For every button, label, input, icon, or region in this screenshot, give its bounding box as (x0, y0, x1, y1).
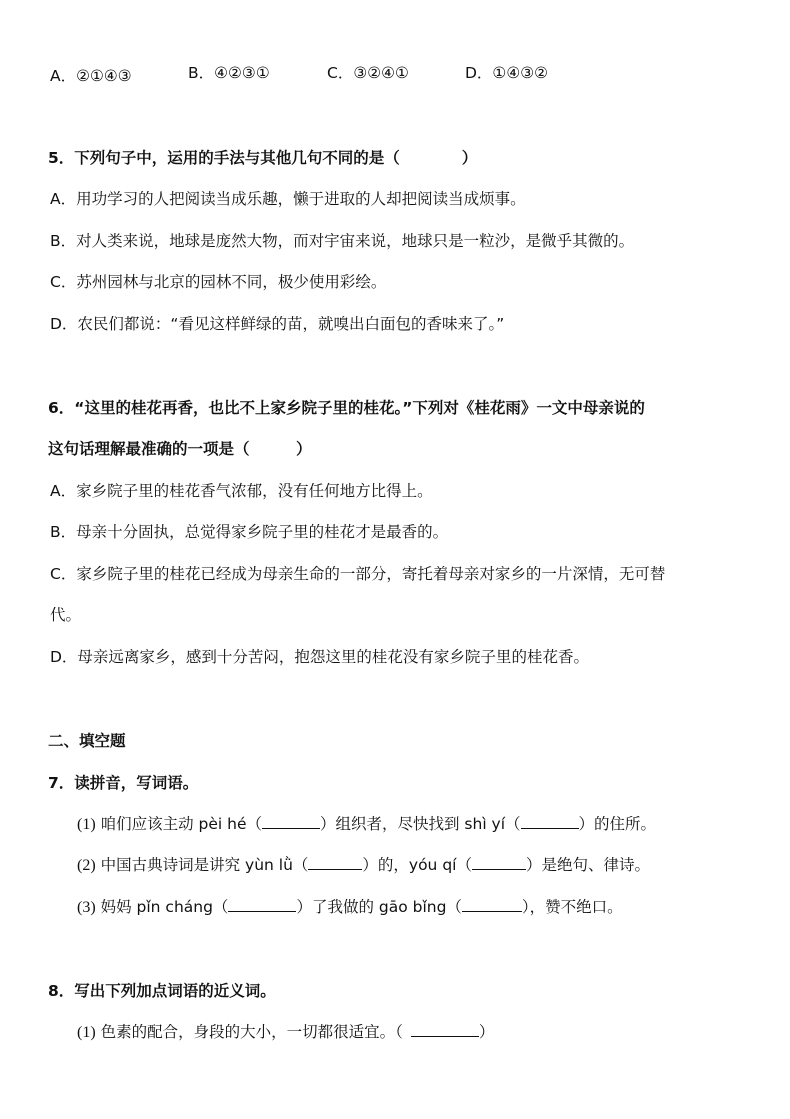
item-text: ），赞不绝口。 (521, 898, 623, 916)
q7-item-3 (77, 895, 623, 917)
q5-option-a: A．用功学习的人把阅读当成乐趣，懒于进取的人却把阅读当成烦事。 (50, 190, 526, 208)
answer-blank[interactable] (228, 897, 296, 912)
q4-option-c: C．③②④① (327, 64, 409, 82)
item-number: (2) (77, 857, 96, 874)
q7-item-1 (77, 812, 656, 834)
q4-option-a: A．②①④③ (50, 67, 132, 85)
answer-blank[interactable] (521, 814, 579, 829)
answer-blank[interactable] (308, 855, 362, 870)
section-title: 二、填空题 (48, 732, 126, 750)
item-text: 中国古典诗词是讲究 yùn lǜ（ (100, 856, 309, 874)
q5-option-b: B．对人类来说，地球是庞然大物，而对宇宙来说，地球只是一粒沙，是微乎其微的。 (50, 232, 635, 250)
item-text: ） (478, 1023, 495, 1041)
answer-blank[interactable] (462, 897, 522, 912)
q8-item-1 (77, 1020, 494, 1042)
q5-option-d: D．农民们都说：“看见这样鲜绿的苗，就嗅出白面包的香味来了。” (50, 315, 505, 333)
q5-stem: 5．下列句子中，运用的手法与其他几句不同的是（ ） (48, 149, 478, 167)
item-text: 咱们应该主动 pèi hé（ (100, 815, 262, 833)
answer-blank[interactable] (472, 855, 526, 870)
q6-option-a: A．家乡院子里的桂花香气浓郁，没有任何地方比得上。 (50, 482, 433, 500)
item-number: (1) (77, 816, 96, 833)
item-text: ）了我做的 gāo bǐng（ (296, 898, 462, 916)
q6-stem-line1: 6．“这里的桂花再香，也比不上家乡院子里的桂花。”下列对《桂花雨》一文中母亲说的 (48, 399, 645, 417)
q6-option-c-line1: C．家乡院子里的桂花已经成为母亲生命的一部分，寄托着母亲对家乡的一片深情，无可替 (50, 565, 666, 583)
item-text: ）组织者，尽快找到 shì yí（ (320, 815, 521, 833)
item-text: ）的，yóu qí（ (362, 856, 472, 874)
q8-stem: 8．写出下列加点词语的近义词。 (48, 982, 276, 1000)
q7-stem: 7．读拼音，写词语。 (48, 774, 199, 792)
q6-option-c-line2: 代。 (50, 606, 82, 624)
q6-stem-line2: 这句话理解最准确的一项是（ ） (48, 440, 312, 458)
answer-blank[interactable] (411, 1022, 479, 1037)
item-text: ）的住所。 (578, 815, 657, 833)
q4-option-d: D．①④③② (465, 64, 549, 82)
q4-option-b: B．④②③① (188, 64, 270, 82)
q5-option-c: C．苏州园林与北京的园林不同，极少使用彩绘。 (50, 273, 387, 291)
item-number: (1) (77, 1024, 96, 1041)
item-text: 色素的配合，身段的大小，一切都很适宜。（ (100, 1023, 403, 1041)
item-text: 妈妈 pǐn cháng（ (100, 898, 229, 916)
q7-item-2 (77, 853, 650, 875)
q6-option-b: B．母亲十分固执，总觉得家乡院子里的桂花才是最香的。 (50, 523, 449, 541)
q6-option-d: D．母亲远离家乡，感到十分苦闷，抱怨这里的桂花没有家乡院子里的桂花香。 (50, 648, 589, 666)
item-number: (3) (77, 899, 96, 916)
answer-blank[interactable] (262, 814, 320, 829)
item-text: ）是绝句、律诗。 (525, 856, 650, 874)
